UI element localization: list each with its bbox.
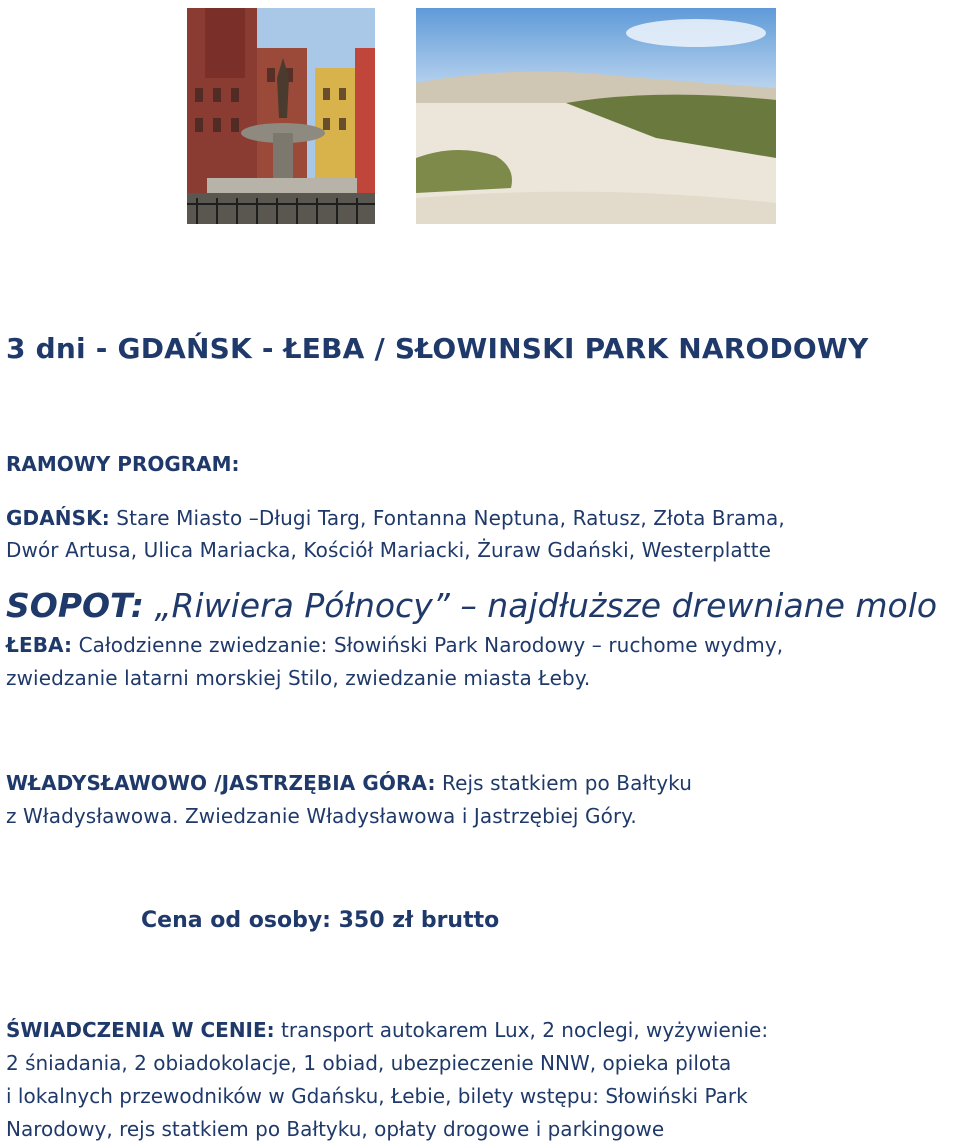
included-line-2: 2 śniadania, 2 obiadokolacje, 1 obiad, ubezpieczenie NNW, opieka pilota: [6, 1051, 732, 1075]
included-label: ŚWIADCZENIA W CENIE:: [6, 1018, 275, 1042]
included-line-4: Narodowy, rejs statkiem po Bałtyku, opłaty drogowe i parkingowe: [6, 1117, 665, 1141]
program-heading: RAMOWY PROGRAM:: [6, 452, 240, 476]
gdansk-line-1: [6, 506, 785, 530]
included-text-1: transport autokarem Lux, 2 noclegi, wyżywienie:: [274, 1018, 769, 1042]
leba-text-1: Całodzienne zwiedzanie: Słowiński Park Narodowy – ruchome wydmy,: [72, 633, 784, 657]
gdansk-text-1: Stare Miasto –Długi Targ, Fontanna Neptuna, Ratusz, Złota Brama,: [109, 506, 785, 530]
sand-dunes-photo: [416, 8, 776, 224]
included-line-1: [6, 1018, 768, 1042]
leba-label: ŁEBA:: [6, 633, 73, 657]
wladyslawowo-label: WŁADYSŁAWOWO /JASTRZĘBIA GÓRA:: [6, 771, 436, 795]
leba-line-1: [6, 633, 783, 657]
sopot-line: [6, 586, 937, 625]
price-text: Cena od osoby: 350 zł brutto: [141, 908, 500, 933]
included-line-3: i lokalnych przewodników w Gdańsku, Łebie, bilety wstępu: Słowiński Park: [6, 1084, 748, 1108]
sopot-label: SOPOT:: [6, 586, 144, 625]
wladyslawowo-line-1: [6, 771, 692, 795]
gdansk-line-2: Dwór Artusa, Ulica Mariacka, Kościół Mariacki, Żuraw Gdański, Westerplatte: [6, 538, 772, 562]
wladyslawowo-text-1: Rejs statkiem po Bałtyku: [435, 771, 692, 795]
neptune-fountain-photo: [187, 8, 375, 224]
sopot-text: „Riwiera Północy” – najdłuższe drewniane molo: [143, 586, 938, 625]
gdansk-label: GDAŃSK:: [6, 506, 110, 530]
wladyslawowo-line-2: z Władysławowa. Zwiedzanie Władysławowa i Jastrzębiej Góry.: [6, 804, 637, 828]
leba-line-2: zwiedzanie latarni morskiej Stilo, zwiedzanie miasta Łeby.: [6, 666, 591, 690]
page-title: 3 dni - GDAŃSK - ŁEBA / SŁOWINSKI PARK NARODOWY: [6, 332, 869, 365]
